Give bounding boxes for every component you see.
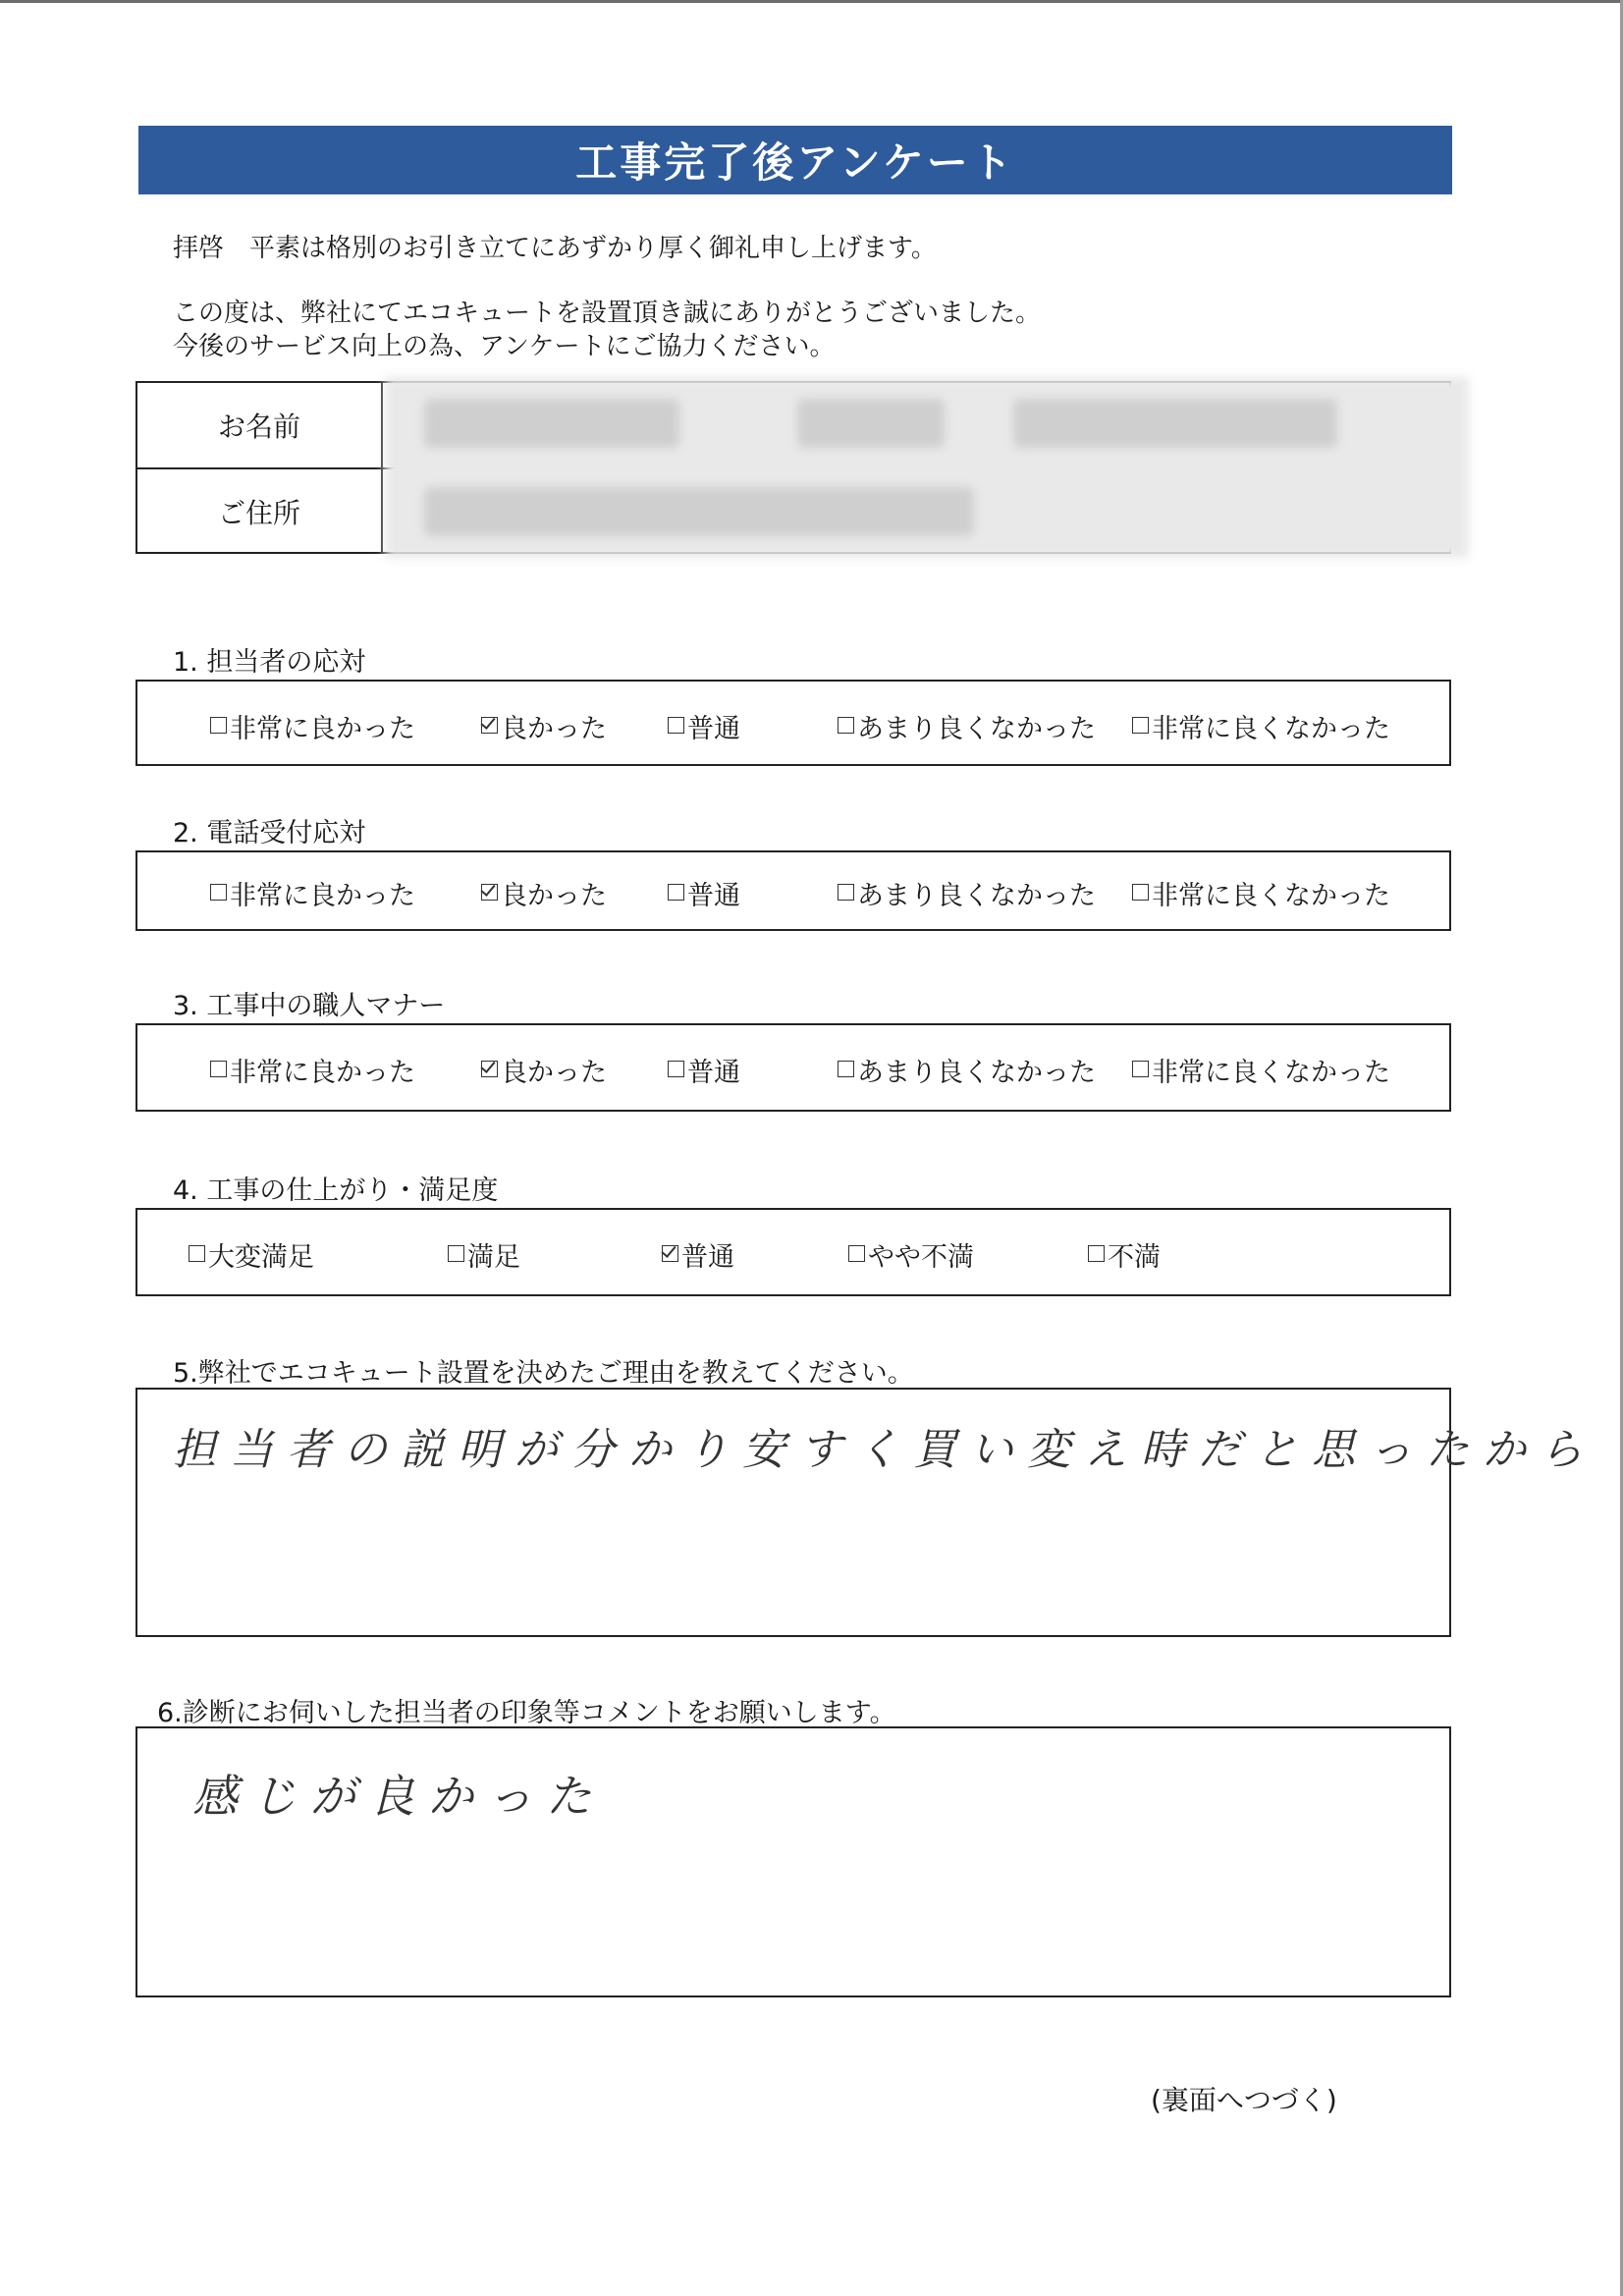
option-somewhat-dissatisfied[interactable]: やや不満 bbox=[848, 1235, 974, 1274]
question-4-label: 4. 工事の仕上がり・満足度 bbox=[173, 1175, 499, 1206]
question-2-label: 2. 電話受付応対 bbox=[173, 818, 366, 848]
checkbox[interactable] bbox=[448, 1245, 464, 1262]
checkbox[interactable] bbox=[1132, 884, 1149, 901]
question-1-options bbox=[135, 680, 1451, 766]
option-not-good[interactable]: あまり良くなかった bbox=[838, 1051, 1096, 1089]
checkbox[interactable] bbox=[838, 884, 854, 901]
option-very-bad[interactable]: 非常に良くなかった bbox=[1132, 874, 1390, 912]
page-title: 工事完了後アンケート bbox=[138, 126, 1452, 194]
option-not-good[interactable]: あまり良くなかった bbox=[838, 874, 1096, 912]
checkbox[interactable] bbox=[1132, 1061, 1149, 1077]
option-neutral[interactable]: 普通 bbox=[668, 707, 740, 745]
question-2-options bbox=[135, 850, 1451, 931]
option-very-bad[interactable]: 非常に良くなかった bbox=[1132, 707, 1390, 745]
option-very-bad[interactable]: 非常に良くなかった bbox=[1132, 1051, 1390, 1089]
checkbox[interactable] bbox=[1132, 717, 1149, 734]
question-5-handwritten-answer: 担当者の説明が分かり安すく買い変え時だと思ったから bbox=[173, 1425, 1596, 1475]
option-very-satisfied[interactable]: 大変満足 bbox=[189, 1235, 314, 1274]
option-neutral[interactable]: 普通 bbox=[668, 1051, 740, 1089]
name-label: お名前 bbox=[137, 383, 383, 467]
question-3-label: 3. 工事中の職人マナー bbox=[173, 991, 446, 1021]
checkbox[interactable] bbox=[838, 717, 854, 734]
customer-info-table bbox=[135, 381, 1451, 554]
greeting-text: 拝啓 平素は格別のお引き立てにあずかり厚く御礼申し上げます。 bbox=[173, 234, 937, 263]
option-good[interactable]: 良かった bbox=[481, 707, 607, 745]
checkbox[interactable] bbox=[1088, 1245, 1105, 1262]
checkbox-checked[interactable] bbox=[662, 1245, 678, 1262]
option-satisfied[interactable]: 満足 bbox=[448, 1235, 520, 1274]
option-good[interactable]: 良かった bbox=[481, 1051, 607, 1089]
thanks-text: この度は、弊社にてエコキュートを設置頂き誠にありがとうございました。 bbox=[173, 299, 1042, 328]
option-very-good[interactable]: 非常に良かった bbox=[210, 707, 415, 745]
option-very-good[interactable]: 非常に良かった bbox=[210, 874, 415, 912]
checkbox[interactable] bbox=[668, 884, 684, 901]
checkbox-checked[interactable] bbox=[481, 717, 498, 734]
question-6-label: 6.診断にお伺いした担当者の印象等コメントをお願いします。 bbox=[157, 1698, 896, 1728]
question-5-label: 5.弊社でエコキュート設置を決めたご理由を教えてください。 bbox=[173, 1358, 914, 1389]
option-good[interactable]: 良かった bbox=[481, 874, 607, 912]
question-4-options bbox=[135, 1208, 1451, 1296]
continued-on-back-note: (裏面へつづく) bbox=[1151, 2084, 1337, 2116]
option-not-good[interactable]: あまり良くなかった bbox=[838, 707, 1096, 745]
checkbox[interactable] bbox=[848, 1245, 865, 1262]
option-neutral[interactable]: 普通 bbox=[668, 874, 740, 912]
question-3-options bbox=[135, 1023, 1451, 1112]
request-text: 今後のサービス向上の為、アンケートにご協力ください。 bbox=[173, 332, 836, 361]
option-dissatisfied[interactable]: 不満 bbox=[1088, 1235, 1161, 1274]
checkbox[interactable] bbox=[210, 717, 227, 734]
checkbox[interactable] bbox=[668, 1061, 684, 1077]
address-label: ご住所 bbox=[137, 469, 383, 554]
question-1-label: 1. 担当者の応対 bbox=[173, 647, 366, 678]
checkbox[interactable] bbox=[210, 884, 227, 901]
checkbox[interactable] bbox=[668, 717, 684, 734]
checkbox[interactable] bbox=[838, 1061, 854, 1077]
checkbox-checked[interactable] bbox=[481, 1061, 498, 1077]
checkbox-checked[interactable] bbox=[481, 884, 498, 901]
question-6-handwritten-answer: 感じが良かった bbox=[192, 1770, 605, 1823]
checkbox[interactable] bbox=[189, 1245, 205, 1262]
redacted-personal-info bbox=[385, 377, 1469, 558]
checkbox[interactable] bbox=[210, 1061, 227, 1077]
option-neutral[interactable]: 普通 bbox=[662, 1235, 734, 1274]
scan-edge bbox=[0, 0, 1623, 3]
option-very-good[interactable]: 非常に良かった bbox=[210, 1051, 415, 1089]
